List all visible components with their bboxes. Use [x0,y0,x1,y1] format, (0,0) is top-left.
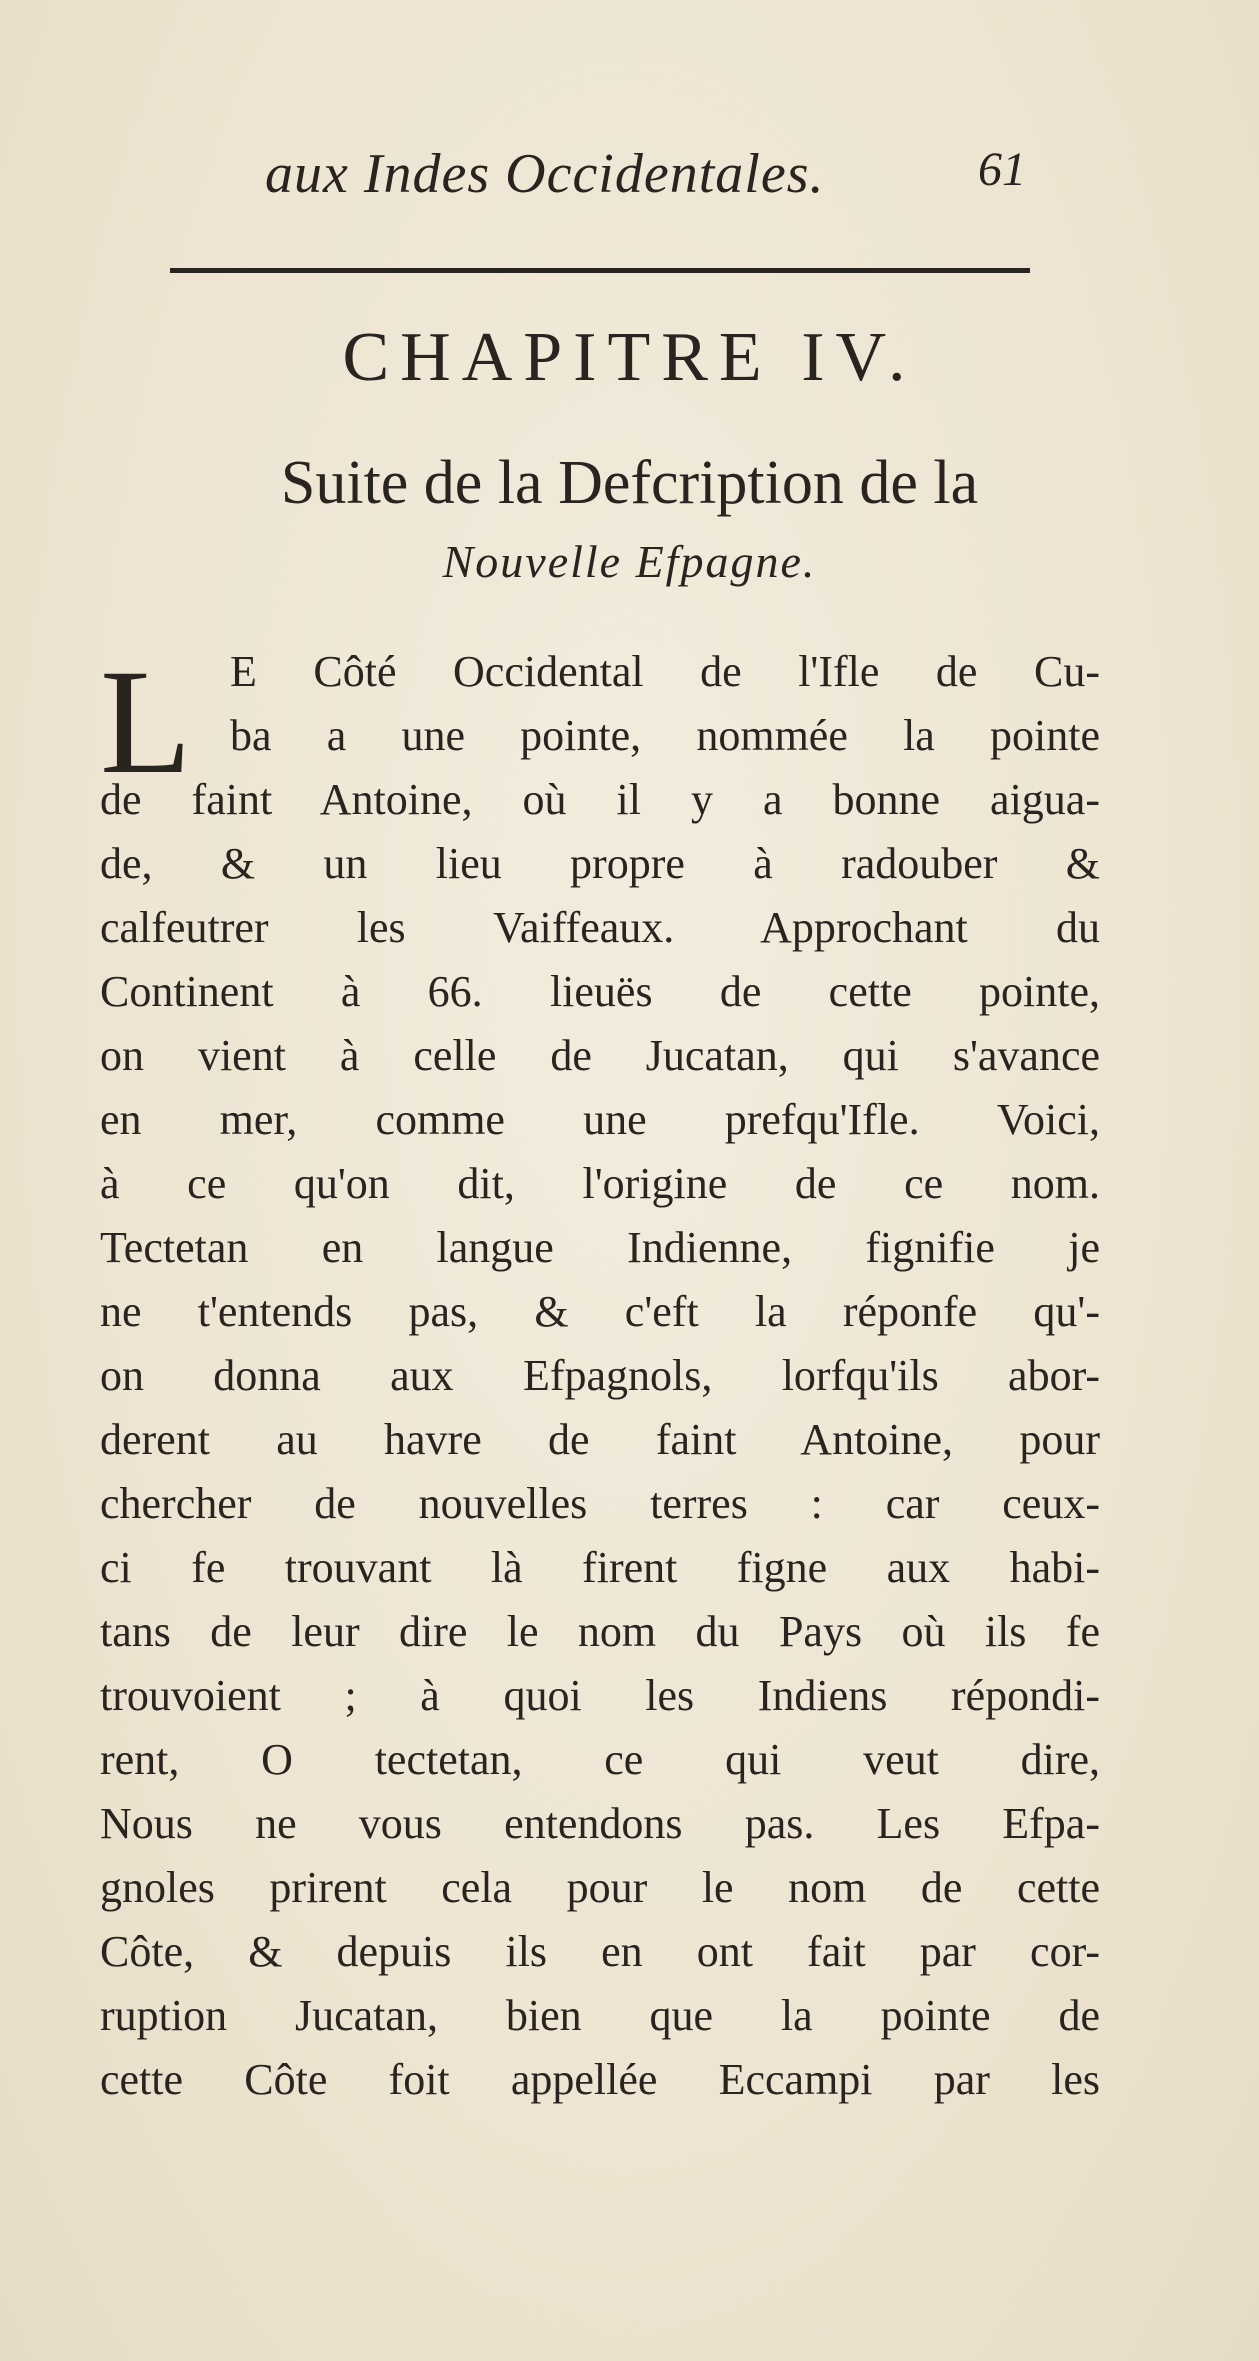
text-line: chercher de nouvelles terres : car ceux- [100,1479,1100,1528]
text-line: derent au havre de faint Antoine, pour [100,1415,1100,1464]
chapter-subtitle-italic: Nouvelle Efpagne. [442,536,817,587]
text-line: Nous ne vous entendons pas. Les Efpa- [100,1799,1100,1848]
text-line: ci fe trouvant là firent figne aux habi- [100,1543,1100,1592]
text-line: on vient à celle de Jucatan, qui s'avance [100,1031,1100,1080]
text-line: rent, O tectetan, ce qui veut dire, [100,1735,1100,1784]
text-line: Côte, & depuis ils en ont fait par cor- [100,1927,1100,1976]
text-line: Continent à 66. lieuës de cette pointe, [100,967,1100,1016]
text-line: de faint Antoine, où il y a bonne aigua- [100,775,1100,824]
text-line: en mer, comme une prefqu'Ifle. Voici, [100,1095,1100,1144]
text-line: ruption Jucatan, bien que la pointe de [100,1991,1100,2040]
text-line: E Côté Occidental de l'Ifle de Cu- [230,647,1100,696]
header-rule [170,268,1030,273]
text-line: gnoles prirent cela pour le nom de cette [100,1863,1100,1912]
text-line: de, & un lieu propre à radouber & [100,839,1100,888]
chapter-subtitle: Suite de la Defcription de la [280,449,979,517]
text-line: calfeutrer les Vaiffeaux. Approchant du [100,903,1100,952]
text-line: trouvoient ; à quoi les Indiens répondi- [100,1671,1100,1720]
text-line: on donna aux Efpagnols, lorfqu'ils abor- [100,1351,1100,1400]
drop-cap: L [100,639,192,805]
running-head [0,142,1259,205]
text-line: ba a une pointe, nommée la pointe [230,711,1100,760]
text-line: ne t'entends pas, & c'eft la réponfe qu'- [100,1287,1100,1336]
chapter-heading: CHAPITRE IV. [342,319,917,396]
running-title: aux Indes Occidentales. [265,143,825,205]
page-number: 61 [978,143,1026,196]
text-line: tans de leur dire le nom du Pays où ils fe [100,1607,1100,1656]
text-line: à ce qu'on dit, l'origine de ce nom. [100,1159,1100,1208]
text-line: cette Côte foit appellée Eccampi par les [100,2055,1100,2104]
text-line: Tectetan en langue Indienne, fignifie je [100,1223,1100,1272]
